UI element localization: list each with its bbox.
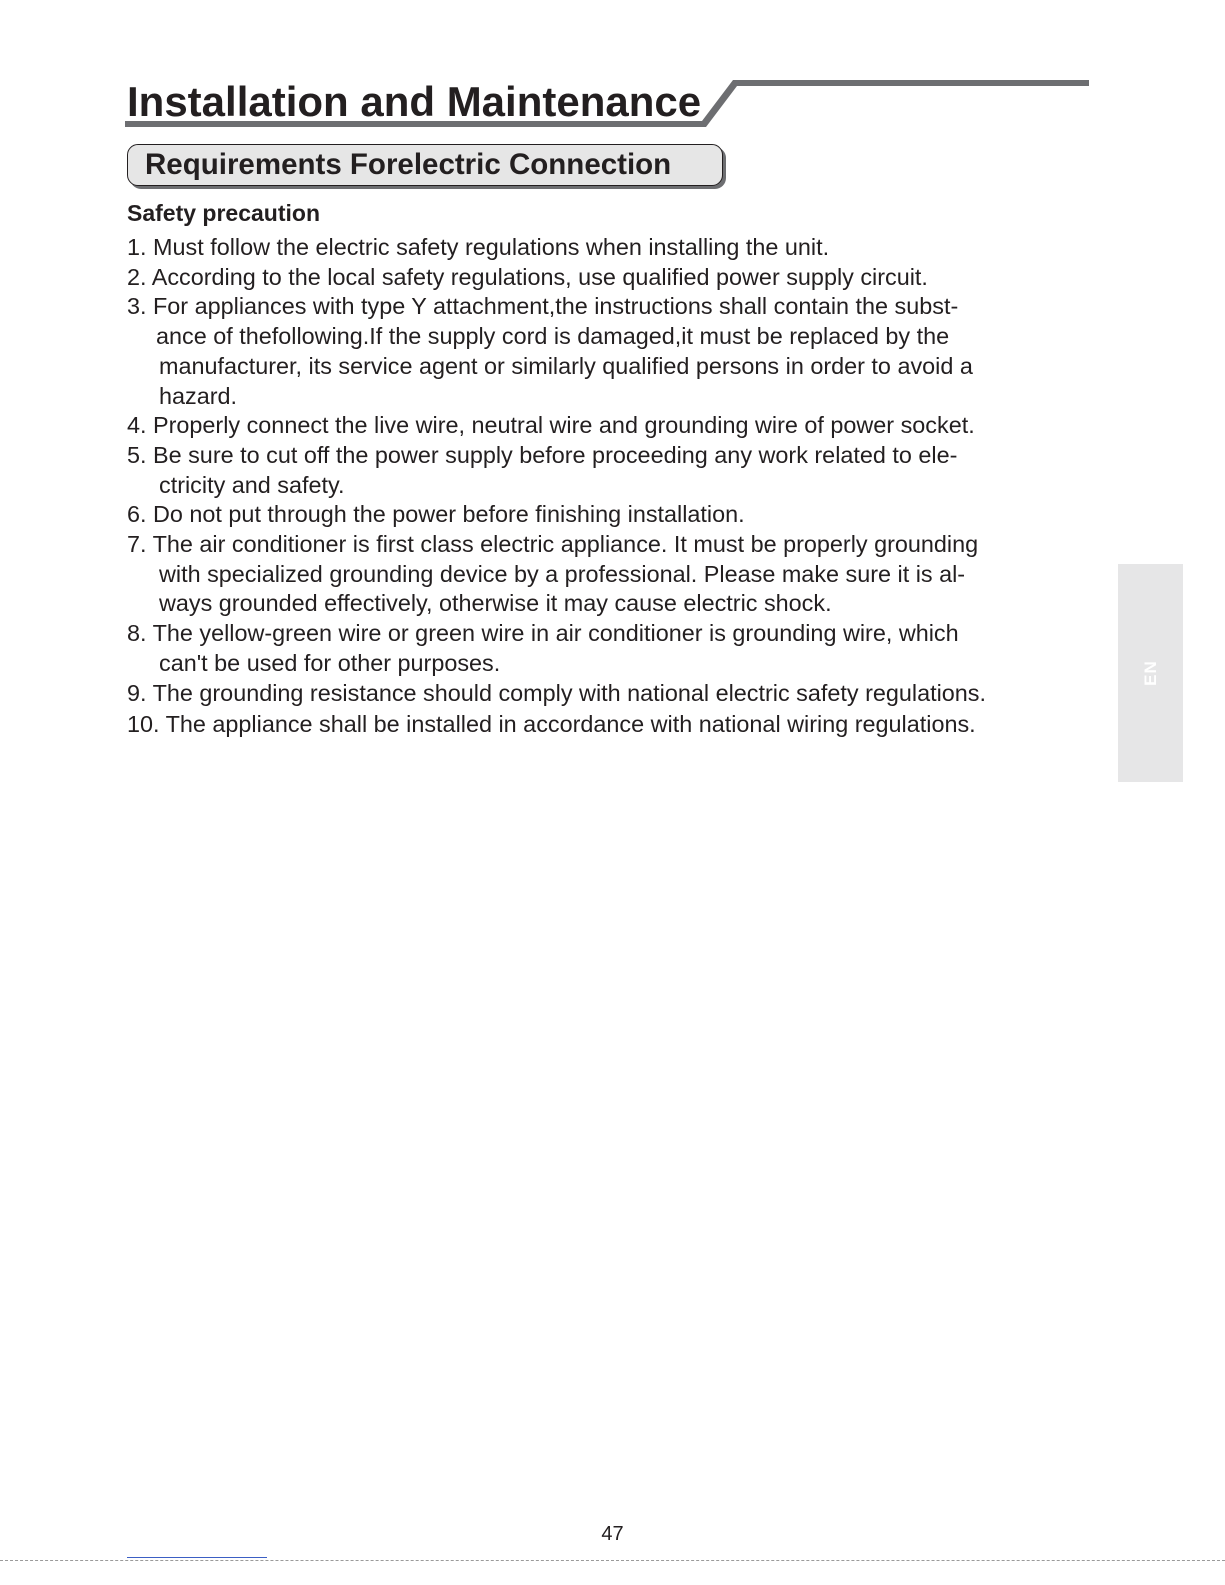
section-title: Requirements Forelectric Connection bbox=[145, 148, 672, 181]
list-item-line: ance of thefollowing.If the supply cord is damaged,it must be replaced by the bbox=[156, 323, 950, 350]
list-item-line: 8. The yellow-green wire or green wire in air conditioner is grounding wire, which bbox=[127, 620, 959, 647]
list-item-line: 2. According to the local safety regulations, use qualified power supply circuit. bbox=[127, 263, 928, 290]
list-item-line: 4. Properly connect the live wire, neutral wire and grounding wire of power socket. bbox=[127, 412, 975, 439]
page-number: 47 bbox=[601, 1523, 624, 1545]
page-title: Installation and Maintenance bbox=[127, 78, 702, 125]
list-item bbox=[127, 619, 1107, 678]
list-item-line: 10. The appliance shall be installed in accordance with national wiring regulations. bbox=[127, 711, 976, 738]
list-item bbox=[127, 263, 1107, 293]
list-item-line: can't be used for other purposes. bbox=[159, 649, 501, 676]
list-item bbox=[127, 500, 1107, 530]
footer-link-rule bbox=[127, 1557, 267, 1558]
list-item-line: 6. Do not put through the power before finishing installation. bbox=[127, 501, 745, 528]
list-item-line: manufacturer, its service agent or similarly qualified persons in order to avoid a bbox=[159, 352, 973, 379]
list-item bbox=[127, 411, 1107, 441]
list-item bbox=[127, 530, 1107, 619]
list-item bbox=[127, 679, 1107, 709]
list-item bbox=[127, 441, 1107, 500]
list-item bbox=[127, 233, 1107, 263]
subheading: Safety precaution bbox=[127, 200, 320, 226]
list-item bbox=[127, 292, 1107, 411]
list-item-line: 3. For appliances with type Y attachment,the instructions shall contain the subst- bbox=[127, 293, 959, 320]
language-tab-label-wrap bbox=[1118, 564, 1183, 782]
list-item-line: 7. The air conditioner is first class electric appliance. It must be properly grounding bbox=[127, 531, 979, 558]
list-item-line: 5. Be sure to cut off the power supply before proceeding any work related to ele- bbox=[127, 441, 958, 468]
list-item bbox=[127, 710, 1107, 740]
list-item-line: 9. The grounding resistance should comply with national electric safety regulations. bbox=[127, 679, 987, 706]
list-item-line: 1. Must follow the electric safety regulations when installing the unit. bbox=[127, 234, 830, 260]
list-item-line: with specialized grounding device by a professional. Please make sure it is al- bbox=[159, 560, 966, 587]
list-item-line: ctricity and safety. bbox=[159, 471, 345, 498]
safety-list bbox=[127, 233, 1107, 740]
list-item-line: ways grounded effectively, otherwise it may cause electric shock. bbox=[159, 590, 832, 617]
language-tab-label: EN bbox=[1140, 660, 1160, 686]
footer-rule bbox=[0, 1560, 1225, 1561]
list-item-line: hazard. bbox=[159, 382, 238, 409]
